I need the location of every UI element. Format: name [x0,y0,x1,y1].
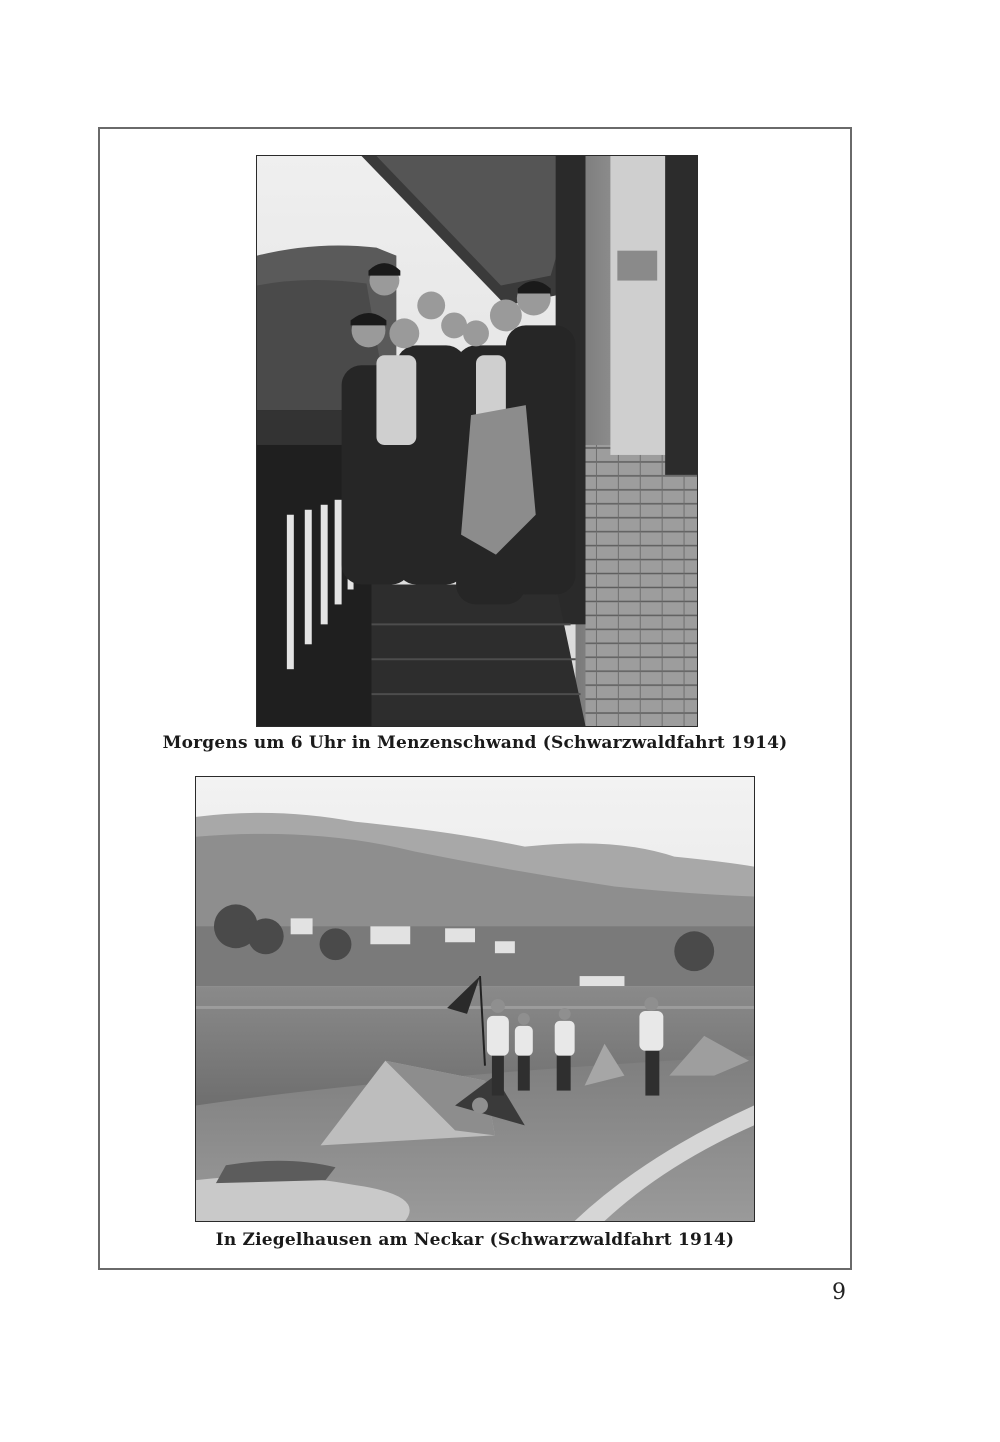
photo-camp-neckar [195,776,755,1222]
photo-caption-balcony: Morgens um 6 Uhr in Menzenschwand (Schwarzwaldfahrt 1914) [162,733,788,753]
photo-caption-camp: In Ziegelhausen am Neckar (Schwarzwaldfahrt 1914) [215,1230,735,1250]
photo-balcony-group [256,155,698,727]
page-number: 9 [832,1280,846,1305]
